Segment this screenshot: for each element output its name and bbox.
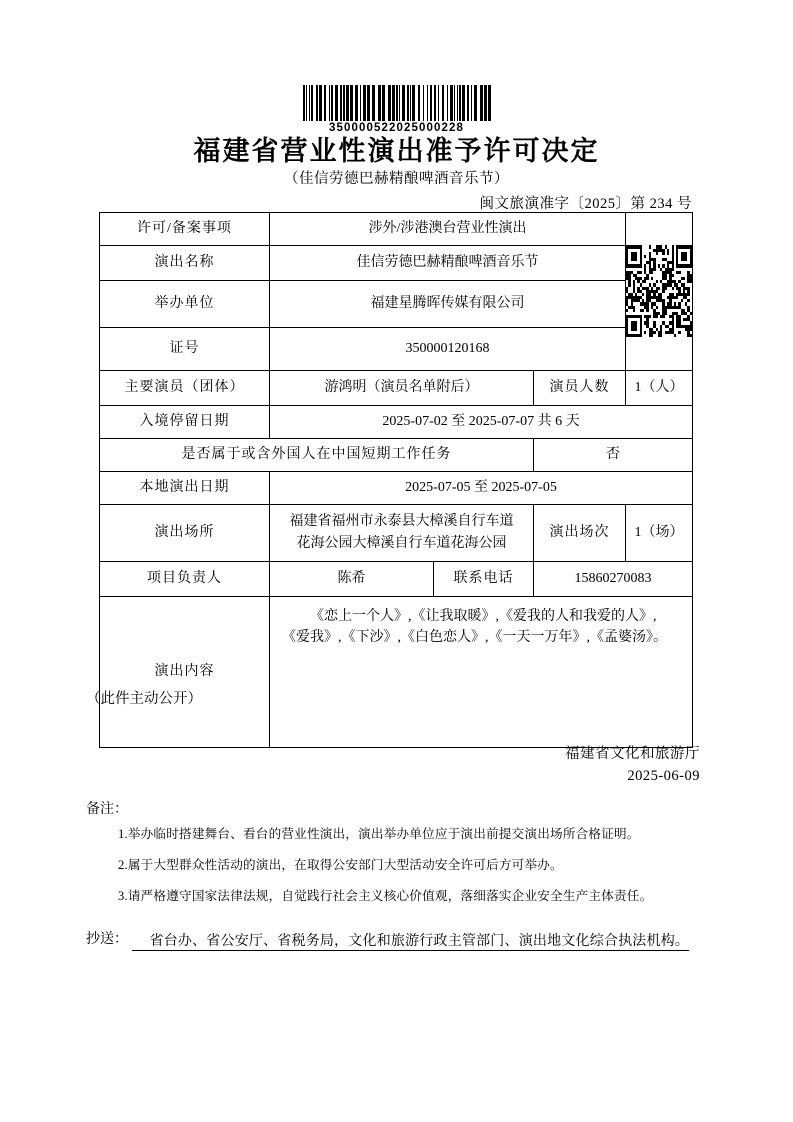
remark-item: 3.请严格遵守国家法律法规，自觉践行社会主义核心价值观，落细落实企业安全生产主体责任。 (118, 889, 653, 903)
value-foreign-task: 否 (534, 438, 693, 471)
value-show-times: 1（场） (626, 504, 693, 561)
value-show-content: 《恋上一个人》,《让我取暖》,《爱我的人和我爱的人》,《爱我》,《下沙》,《白色恋人》,《一天一万年》,《孟婆汤》。 (270, 596, 693, 747)
value-contact-phone: 15860270083 (534, 561, 693, 596)
document-number: 闽文旅演准字〔2025〕第 234 号 (479, 196, 692, 212)
copy-to-label: 抄送： (86, 932, 128, 947)
table-row (100, 280, 693, 327)
remark-item: 1.举办临时搭建舞台、看台的营业性演出，演出举办单位应于演出前提交演出场所合格证明。 (118, 827, 640, 841)
value-permit-item: 涉外/涉港澳台营业性演出 (270, 213, 626, 246)
qr-code (626, 213, 692, 370)
table-row (100, 438, 693, 471)
venue-line-2: 花海公园大樟溪自行车道花海公园 (296, 535, 507, 551)
permit-table (99, 212, 693, 748)
barcode (0, 72, 793, 134)
qr-code-cell (626, 213, 693, 371)
remarks-title: 备注： (86, 802, 128, 817)
label-actor-count: 演员人数 (534, 370, 626, 405)
value-show-name: 佳信劳德巴赫精酿啤酒音乐节 (270, 245, 626, 280)
table-row (100, 405, 693, 438)
table-row (100, 213, 693, 246)
table-row (100, 370, 693, 405)
venue-line-1: 福建省福州市永泰县大樟溪自行车道 (289, 514, 514, 529)
page-subtitle: （佳信劳德巴赫精酿啤酒音乐节） (284, 171, 509, 187)
value-entry-stay-date: 2025-07-02 至 2025-07-07 共 6 天 (270, 405, 693, 438)
label-organizer: 举办单位 (100, 280, 270, 327)
label-foreign-task: 是否属于或含外国人在中国短期工作任务 (100, 438, 534, 471)
copy-to-recipients: 省台办、省公安厅、省税务局，文化和旅游行政主管部门、演出地文化综合执法机构。 (149, 934, 690, 949)
label-entry-stay-date: 入境停留日期 (100, 405, 270, 438)
table-row (100, 561, 693, 596)
table-row (100, 596, 693, 747)
value-actor-count: 1（人） (626, 370, 693, 405)
public-disclosure-note: （此件主动公开） (86, 691, 202, 707)
issue-date: 2025-06-09 (627, 768, 700, 784)
label-main-actor: 主要演员（团体） (100, 370, 270, 405)
issuing-authority: 福建省文化和旅游厅 (565, 746, 700, 762)
value-cert-no: 350000120168 (270, 327, 626, 370)
remarks-list (118, 823, 728, 916)
table-row (100, 245, 693, 280)
value-main-actor: 游鸿明（演员名单附后） (270, 370, 534, 405)
copy-to-block (86, 928, 726, 957)
label-permit-item: 许可/备案事项 (100, 213, 270, 246)
page-title: 福建省营业性演出准予许可决定 (193, 136, 600, 167)
remark-item: 2.属于大型群众性活动的演出，在取得公安部门大型活动安全许可后方可举办。 (118, 858, 563, 872)
table-row (100, 471, 693, 504)
value-venue (270, 504, 534, 561)
label-project-manager: 项目负责人 (100, 561, 270, 596)
label-local-show-date: 本地演出日期 (100, 471, 270, 504)
table-row (100, 327, 693, 370)
table-row (100, 504, 693, 561)
value-project-manager: 陈希 (270, 561, 434, 596)
value-organizer: 福建星腾晖传媒有限公司 (270, 280, 626, 327)
value-local-show-date: 2025-07-05 至 2025-07-05 (270, 471, 693, 504)
qr-code-image (626, 245, 692, 337)
label-venue: 演出场所 (100, 504, 270, 561)
label-show-content: 演出内容 (100, 596, 270, 747)
barcode-bars (303, 85, 491, 121)
label-cert-no: 证号 (100, 327, 270, 370)
label-show-times: 演出场次 (534, 504, 626, 561)
copy-to-text (86, 928, 726, 957)
label-show-name: 演出名称 (100, 245, 270, 280)
barcode-number: 350000522025000228 (329, 122, 464, 134)
label-contact-phone: 联系电话 (434, 561, 534, 596)
